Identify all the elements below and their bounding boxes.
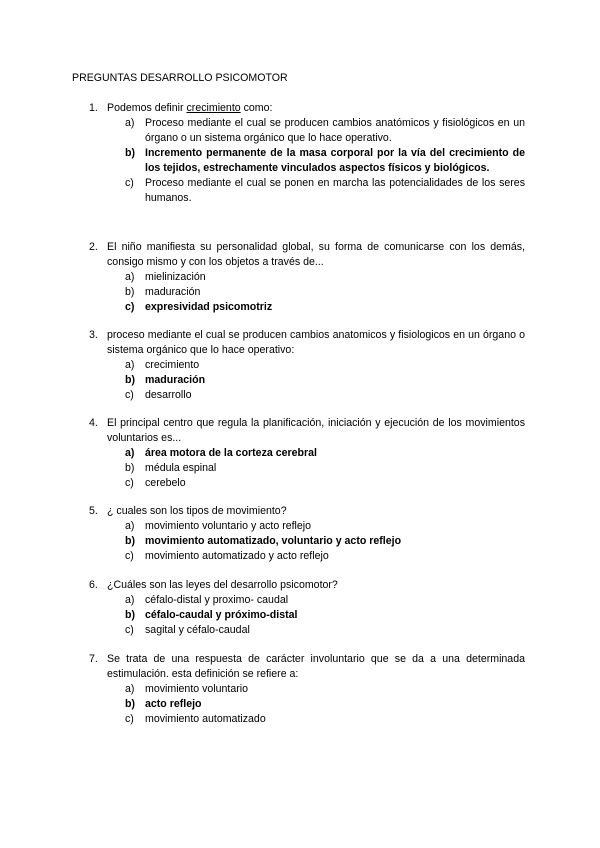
option-a — [0, 270, 600, 285]
question-number: 7. — [89, 653, 98, 665]
option-text: acto reflejo — [145, 698, 202, 710]
question-number: 2. — [89, 241, 98, 253]
question-text — [0, 240, 600, 270]
option-letter: c) — [125, 550, 134, 562]
option-c — [0, 712, 600, 727]
option-text: movimiento automatizado y acto reflejo — [145, 550, 329, 562]
option-letter: b) — [125, 609, 135, 621]
question-6 — [0, 578, 600, 638]
option-letter: b) — [125, 147, 135, 159]
option-text: movimiento automatizado, voluntario y acto reflejo — [145, 535, 402, 547]
question-text — [0, 578, 600, 593]
question-text-part: Se trata de una respuesta de carácter involuntario que se da a una determinada estimulación. esta definición se refiere a: — [107, 653, 525, 680]
question-text-part: Podemos definir — [107, 102, 187, 114]
option-b — [0, 285, 600, 300]
question-text-part: ¿ cuales son los tipos de movimiento? — [107, 505, 287, 517]
question-text — [0, 328, 600, 358]
question-text — [0, 652, 600, 682]
option-a — [0, 519, 600, 534]
question-text-part: El niño manifiesta su personalidad global, su forma de comunicarse con los demás, consigo mismo y con los objetos a través de... — [107, 241, 525, 268]
question-text-part: como: — [240, 102, 273, 114]
option-c — [0, 388, 600, 403]
option-a — [0, 116, 600, 146]
option-text: Incremento permanente de la masa corporal por la vía del crecimiento de los tejidos, estrechamente vinculados aspectos físicos y biológicos. — [145, 147, 525, 174]
option-text: desarrollo — [145, 389, 192, 401]
option-b-correct — [0, 697, 600, 712]
option-letter: b) — [125, 286, 135, 298]
option-c — [0, 476, 600, 491]
question-1 — [0, 101, 600, 206]
option-letter: b) — [125, 462, 135, 474]
option-text: Proceso mediante el cual se ponen en marcha las potencialidades de los seres humanos. — [145, 177, 525, 204]
option-a — [0, 593, 600, 608]
option-text: céfalo-caudal y próximo-distal — [145, 609, 298, 621]
question-text-part: ¿Cuáles son las leyes del desarrollo psicomotor? — [107, 579, 338, 591]
option-text: expresividad psicomotriz — [145, 301, 273, 313]
question-text-part: El principal centro que regula la planificación, iniciación y ejecución de los movimientos voluntarios es... — [107, 417, 525, 444]
option-letter: a) — [125, 520, 135, 532]
option-letter: b) — [125, 535, 135, 547]
option-letter: a) — [125, 117, 135, 129]
question-2 — [0, 240, 600, 315]
option-text: movimiento automatizado — [145, 713, 266, 725]
option-text: maduración — [145, 374, 206, 386]
option-c-correct — [0, 300, 600, 315]
option-letter: c) — [125, 713, 134, 725]
option-text: movimiento voluntario — [145, 683, 249, 695]
underlined-term: crecimiento — [186, 102, 241, 114]
option-letter: c) — [125, 624, 134, 636]
question-7 — [0, 652, 600, 727]
option-b-correct — [0, 146, 600, 176]
option-letter: b) — [125, 374, 135, 386]
option-c — [0, 549, 600, 564]
question-text — [0, 504, 600, 519]
question-text — [0, 416, 600, 446]
option-c — [0, 623, 600, 638]
option-letter: c) — [125, 477, 134, 489]
option-a — [0, 358, 600, 373]
option-letter: a) — [125, 447, 135, 459]
question-4 — [0, 416, 600, 491]
option-a-correct — [0, 446, 600, 461]
question-3 — [0, 328, 600, 403]
option-text: médula espinal — [145, 462, 217, 474]
option-text: movimiento voluntario y acto reflejo — [145, 520, 312, 532]
option-text: crecimiento — [145, 359, 200, 371]
option-text: cerebelo — [145, 477, 186, 489]
document-title: PREGUNTAS DESARROLLO PSICOMOTOR — [72, 72, 288, 84]
option-letter: a) — [125, 594, 135, 606]
option-letter: c) — [125, 177, 134, 189]
question-text-part: proceso mediante el cual se producen cambios anatomicos y fisiologicos en un órgano o sistema orgánico que lo hace operativo: — [107, 329, 525, 356]
option-b-correct — [0, 608, 600, 623]
option-text: sagital y céfalo-caudal — [145, 624, 250, 636]
option-text: céfalo-distal y proximo- caudal — [145, 594, 289, 606]
question-number: 4. — [89, 417, 98, 429]
question-number: 5. — [89, 505, 98, 517]
option-text: maduración — [145, 286, 201, 298]
question-text — [0, 101, 600, 116]
option-letter: c) — [125, 301, 135, 313]
option-a — [0, 682, 600, 697]
option-text: mielinización — [145, 271, 206, 283]
option-letter: a) — [125, 271, 135, 283]
question-number: 6. — [89, 579, 98, 591]
option-c — [0, 176, 600, 206]
question-number: 3. — [89, 329, 98, 341]
option-letter: c) — [125, 389, 134, 401]
option-letter: a) — [125, 683, 135, 695]
question-5 — [0, 504, 600, 564]
option-letter: b) — [125, 698, 135, 710]
question-number: 1. — [89, 102, 98, 114]
option-b-correct — [0, 534, 600, 549]
option-text: área motora de la corteza cerebral — [145, 447, 317, 459]
option-b — [0, 461, 600, 476]
option-text: Proceso mediante el cual se producen cambios anatómicos y fisiológicos en un órgano o un sistema orgánico que lo hace operativo. — [145, 117, 525, 144]
option-b-correct — [0, 373, 600, 388]
option-letter: a) — [125, 359, 135, 371]
